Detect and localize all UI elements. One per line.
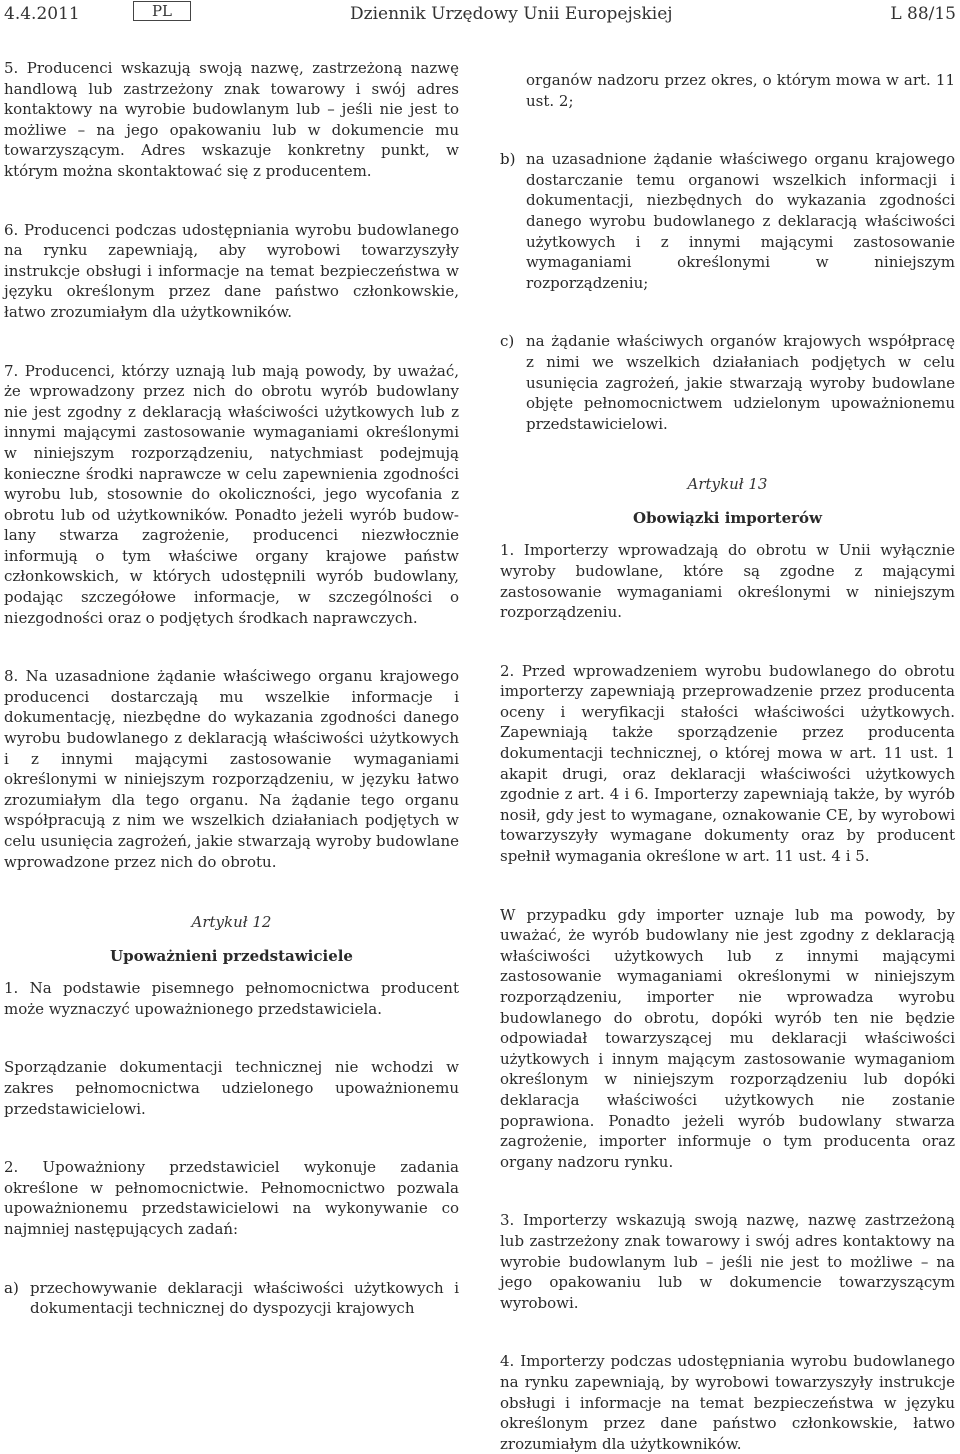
article-12-paragraph-1-continued: Sporządzanie dokumentacji technicznej nie wchodzi w zakres pełnomocnictwa udzielonego upoważnionemu przedstawicielowi. — [4, 1058, 459, 1118]
article-13-paragraph-1 — [500, 540, 955, 622]
paragraph-number: 2. — [500, 661, 515, 680]
list-label: b) — [500, 150, 516, 169]
article-12-title: Upoważnieni przedstawiciele — [110, 947, 353, 966]
list-label: a) — [4, 1278, 19, 1297]
list-label: c) — [500, 332, 515, 351]
paragraph-text: Importerzy wprowadzają do obrotu w Unii wyłącznie wyroby budowlane, które są zgodne z mającymi zastosowanie wymaganiami określonymi w niniejszym rozporządzeniu. — [500, 541, 955, 622]
header-page-number: L 88/15 — [890, 4, 956, 24]
paragraph-6 — [4, 220, 459, 323]
header-date: 4.4.2011 — [4, 4, 80, 24]
article-13-paragraph-2 — [500, 661, 955, 867]
paragraph-5 — [4, 58, 459, 182]
list-text: na uzasadnione żądanie właściwego organu krajowego dostarczanie temu organowi wszelkich informacji i dokumentacji, niezbędnych do wykazania zgodności danego wyrobu budowlanego z deklaracją właściwości użytkowych i z innymi mającymi zastosowanie wymaganiami określonymi w niniejszym rozporządzeniu; — [526, 150, 955, 292]
paragraph-text: Przed wprowadzeniem wyrobu budowlanego do obrotu importerzy zapewniają przeprowadzenie przez producenta oceny i weryfikacji stałości właściwości użytkowych. Zapewniają także sporządzenie przez producenta dokumentacji technicznej, o której mowa w art. 11 ust. 1 akapit drugi, oraz deklaracji właściwości użytkowych zgodnie z art. 4 i 6. Importerzy zapewniają także, by wyrób nosił, gdy jest to wymagane, oznakowanie CE, by wyrobowi towarzyszyły wymagane dokumenty oraz by producent spełnił wymagania określone w art. 11 ust. 4 i 5. — [500, 661, 955, 866]
list-text: organów nadzoru przez okres, o którym mowa w art. 11 ust. 2; — [526, 71, 955, 110]
header-language-box: PL — [133, 1, 191, 21]
paragraph-number: 8. — [4, 667, 19, 686]
list-text: na żądanie właściwych organów krajowych współpracę z nimi we wszelkich działaniach podjętych w celu usunięcia zagrożeń, jakie stwarzają wyroby budowlane objęte pełnomocnictwem udzielonym upoważnionemu przedstawicielowi. — [526, 332, 955, 433]
paragraph-text: Upoważniony przedstawiciel wykonuje zadania określone w pełnomocnictwie. Pełnomocnictwo pozwala upoważnionemu przedstawicielowi na wykonywanie co najmniej następujących zadań: — [4, 1158, 459, 1238]
left-column — [4, 58, 459, 1319]
list-item-c — [500, 331, 955, 434]
paragraph-text: Na uzasadnione żądanie właściwego organu krajowego producenci dostarczają mu wszelkie informacje i dokumentację, niezbędne do wykazania zgodności danego wyrobu budowlanego z deklaracją właściwości użytkowych i z innymi mającymi zastosowanie wymaganiami określonymi w niniejszym rozporządzeniu, w języku łatwo zrozumiałym dla tego organu. Na żądanie tego organu współpracują z nim we wszelkich działaniach podjętych w celu usunięcia zagrożeń, jakie stwarzają wyroby budowlane wprowadzone przez nich do obrotu. — [4, 667, 459, 871]
list-text: przechowywanie deklaracji właściwości użytkowych i dokumentacji technicznej do dyspozycji krajowych — [30, 1278, 459, 1318]
list-item-a-continued — [500, 70, 955, 111]
paragraph-text: Producenci, którzy uznają lub mają powody, by uważać, że wprowadzony przez nich do obrotu wyrób budowlany nie jest zgodny z deklaracją właściwości użytkowych lub z innymi mającymi zastosowanie wymaganiami określonymi w niniejszym rozporządzeniu, natychmiast podejmują konieczne środki naprawcze w celu zapewnienia zgodności wyrobu lub, stosownie do okoliczności, jego wycofania z obrotu lub od użytkowników. Ponadto jeżeli wyrób budowlany stwarza zagrożenie, producenci niezwłocznie informują o tym właściwe organy krajowe państw członkowskich, w których udostępnili wyrób budowlany, podając szczegółowe informacje, w szczególności o niezgodności oraz o podjętych środkach naprawczych. — [4, 361, 459, 627]
article-13-paragraph-3 — [500, 1210, 955, 1313]
article-13-paragraph-4 — [500, 1351, 955, 1454]
paragraph-text: Na podstawie pisemnego pełnomocnictwa producent może wyznaczyć upoważnionego przedstawiciela. — [4, 979, 459, 1018]
right-column — [500, 70, 955, 1454]
paragraph-text: Producenci wskazują swoją nazwę, zastrzeżoną nazwę handlową lub zastrzeżony znak towarowy i swój adres kontaktowy na wyrobie budowlanym lub – jeśli nie jest to możliwe – na jego opakowaniu lub w dokumencie mu towarzyszącym. Adres wskazuje konkretny punkt, w którym można skontaktować się z producentem. — [4, 59, 459, 180]
header-journal-title: Dziennik Urzędowy Unii Europejskiej — [350, 4, 673, 24]
paragraph-number: 1. — [4, 979, 19, 998]
page-header — [0, 0, 960, 40]
list-item-b — [500, 149, 955, 293]
paragraph-text: Importerzy podczas udostępniania wyrobu budowlanego na rynku zapewniają, by wyrobowi towarzyszyły instrukcje obsługi i informacje na temat bezpieczeństwa w języku określonym przez dane państwo członkowskie, łatwo zrozumiałym dla użytkowników. — [500, 1352, 955, 1453]
paragraph-number: 7. — [4, 361, 19, 380]
paragraph-number: 5. — [4, 59, 19, 77]
article-12-paragraph-1 — [4, 978, 459, 1019]
paragraph-7 — [4, 361, 459, 629]
paragraph-number: 1. — [500, 541, 515, 560]
paragraph-number: 6. — [4, 220, 19, 239]
list-item-a — [4, 1278, 459, 1319]
article-13-title: Obowiązki importerów — [633, 509, 822, 528]
paragraph-text: Producenci podczas udostępniania wyrobu budowlanego na rynku zapewniają, aby wyrobowi towarzyszyły instrukcje obsługi i informacje na temat bezpieczeństwa w języku określonym przez dane państwo członkowskie, łatwo zrozumiałym dla użytkowników. — [4, 220, 459, 321]
paragraph-number: 4. — [500, 1352, 515, 1371]
paragraph-text: Importerzy wskazują swoją nazwę, nazwę zastrzeżoną lub zastrzeżony znak towarowy i swój adres kontaktowy na wyrobie budowlanym lub – jeśli nie jest to możliwe – na jego opakowaniu lub w dokumencie towarzyszącym wyrobowi. — [500, 1211, 955, 1312]
paragraph-number: 3. — [500, 1211, 515, 1230]
article-12-paragraph-2 — [4, 1157, 459, 1239]
paragraph-8 — [4, 666, 459, 872]
paragraph-number: 2. — [4, 1158, 19, 1177]
article-12-heading: Artykuł 12 — [191, 913, 272, 932]
article-13-paragraph-2-continued: W przypadku gdy importer uznaje lub ma powody, by uważać, że wyrób budowlany nie jest zgodny z deklaracją właściwości użytkowych lub z innymi mającymi zastosowanie wymaganiami określonymi w niniejszym rozporządzeniu, importer nie wprowadza wyrobu budowlanego do obrotu, dopóki wyrób ten nie będzie odpowiadał towarzyszącej mu deklaracji właściwości użytkowych i innym mającym zastosowanie wymaganiom określonym w niniejszym rozporządzeniu lub dopóki deklaracja właściwości użytkowych nie zostanie poprawiona. Ponadto jeżeli wyrób budowlany stwarza zagrożenie, importer informuje o tym producenta oraz organy nadzoru rynku. — [500, 905, 955, 1171]
article-13-heading: Artykuł 13 — [687, 475, 768, 494]
